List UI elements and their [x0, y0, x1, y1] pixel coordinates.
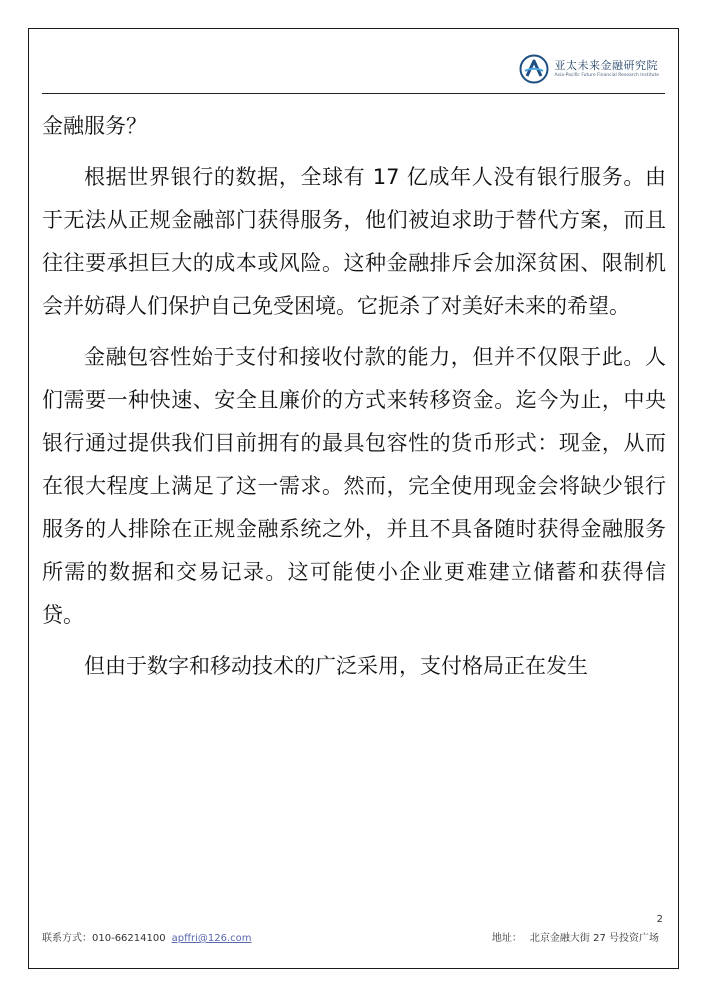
header-divider	[42, 93, 665, 94]
contact-email-link[interactable]: apffri@126.com	[171, 933, 252, 944]
footer-address	[492, 929, 659, 944]
logo-english-name: Asia-Pacific Future Financial Research Institute	[554, 72, 659, 78]
page-number: 2	[656, 914, 663, 925]
paragraph-financial-inclusion: 金融包容性始于支付和接收付款的能力，但并不仅限于此。人们需要一种快速、安全且廉价的方式来转移资金。迄今为止，中央银行通过提供我们目前拥有的最具包容性的货币形式：现金，从而在很大程度上满足了这一需求。然而，完全使用现金会将缺少银行服务的人排除在正规金融系统之外，并且不具备随时获得金融服务所需的数据和交易记录。这可能使小企业更难建立储蓄和获得信贷。	[42, 345, 666, 627]
contact-phone: 联系方式：010-66214100	[42, 933, 166, 944]
institute-logo	[519, 54, 659, 84]
logo-emblem-icon	[519, 54, 549, 84]
page-header	[42, 52, 665, 94]
paragraph-world-bank-data: 根据世界银行的数据，全球有 17 亿成年人没有银行服务。由于无法从正规金融部门获得服务，他们被迫求助于替代方案，而且往往要承担巨大的成本或风险。这种金融排斥会加深贫困、限制机会并妨碍人们保护自己免受困境。它扼杀了对美好未来的希望。	[42, 165, 666, 318]
document-body	[42, 105, 666, 688]
logo-text	[555, 60, 659, 79]
address-label: 地址：	[491, 933, 522, 944]
address-value: 北京金融大街 27 号投资广场	[529, 933, 659, 944]
paragraph-digital-payments: 但由于数字和移动技术的广泛采用，支付格局正在发生	[84, 654, 588, 678]
logo-chinese-name: 亚太未来金融研究院	[554, 58, 659, 72]
page-footer	[42, 929, 665, 943]
paragraph-continuation: 金融服务？	[42, 114, 147, 138]
footer-contact	[42, 929, 251, 944]
